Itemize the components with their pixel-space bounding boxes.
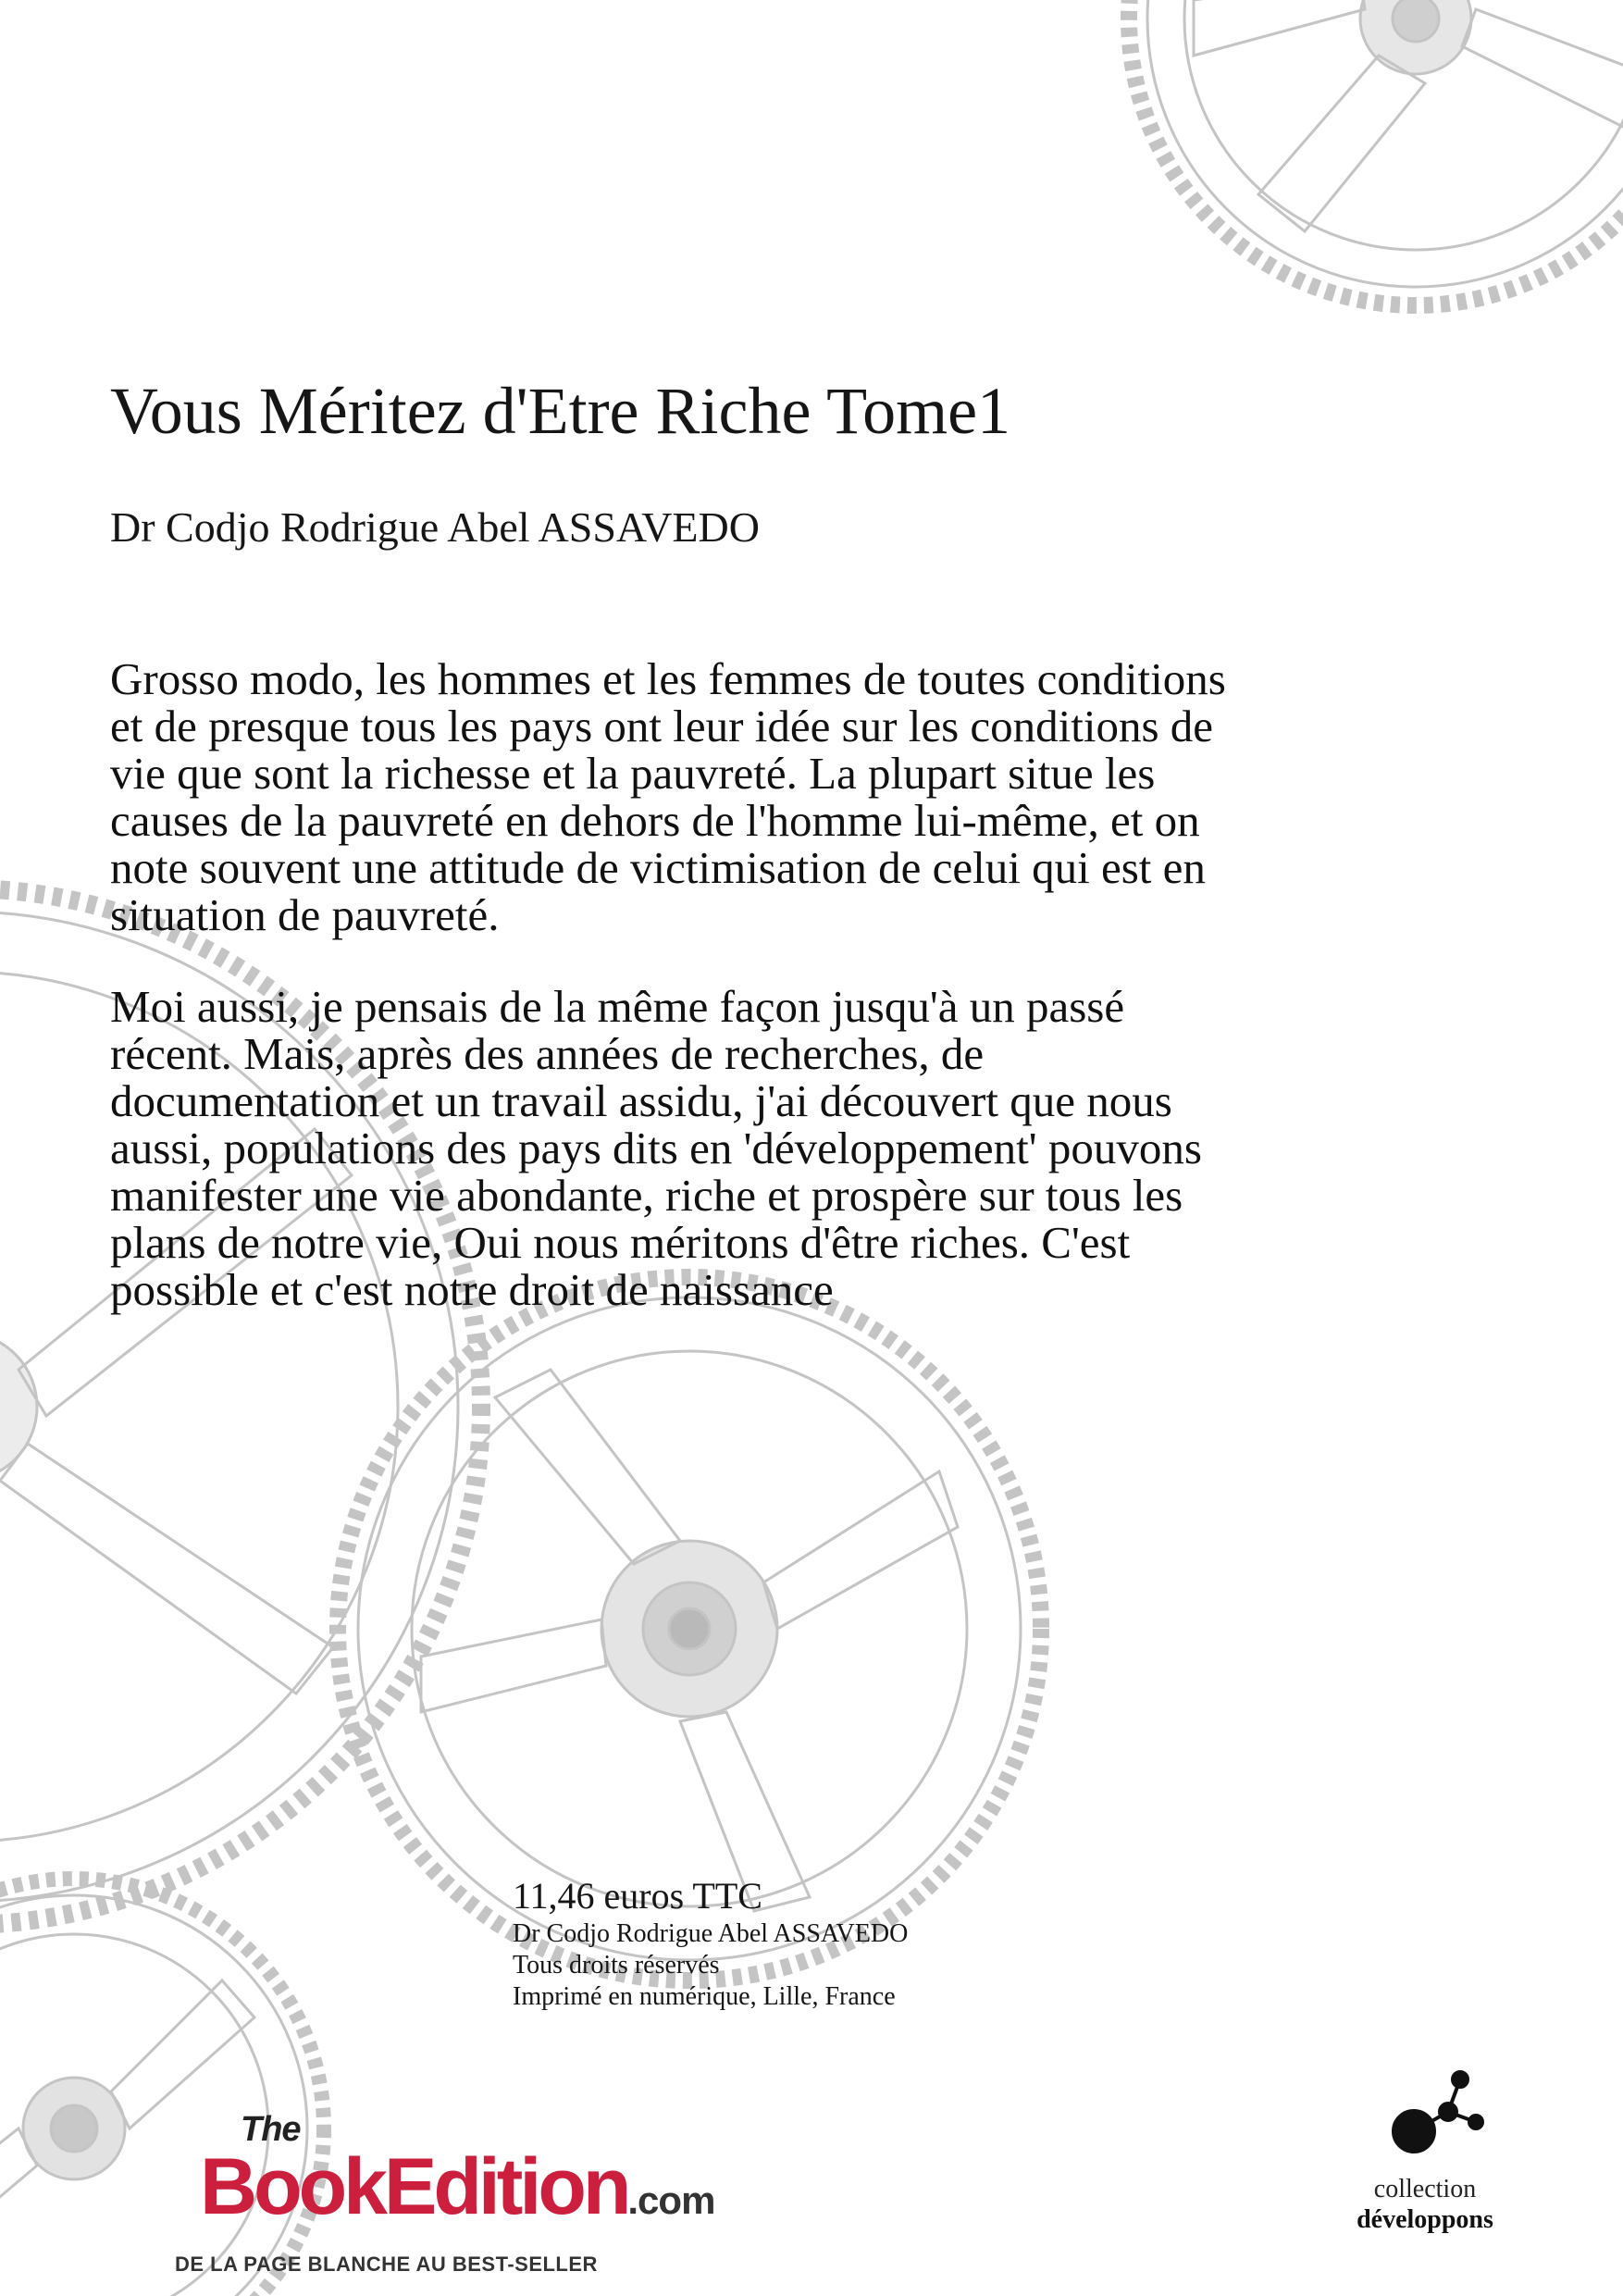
blurb-paragraph: Moi aussi, je pensais de la même façon jusqu'à un passé récent. Mais, après des années de recherches, de documentation et un travail assidu, j'ai découvert que nous aussi, populations des pays dits en 'développement' pouvons manifester une vie abondante, riche et prospère sur tous les plans de notre vie, Oui nous méritons d'être riches. C'est possible et c'est notre droit de naissance	[110, 981, 1202, 1315]
blurb-paragraph: Grosso modo, les hommes et les femmes de toutes conditions et de presque tous les pays ont leur idée sur les conditions de vie que sont la richesse et la pauvreté. La plupart situe les causes de la pauvreté en dehors de l'homme lui-même, et on note souvent une attitude de victimisation de celui qui est en situation de pauvreté.	[110, 653, 1226, 940]
gear-icon	[1129, 0, 1623, 305]
imprint-author: Dr Codjo Rodrigue Abel ASSAVEDO	[513, 1919, 909, 1948]
imprint-rights: Tous droits réservés	[513, 1951, 720, 1980]
publisher-logo	[111, 2093, 715, 2283]
imprint-printed: Imprimé en numérique, Lille, France	[513, 1982, 896, 2011]
collection-name: développons	[1357, 2205, 1493, 2234]
publisher-name: BookEdition	[200, 2142, 628, 2231]
collection-label: collection	[1373, 2175, 1477, 2203]
price: 11,46 euros TTC	[513, 1875, 762, 1917]
imprint-block	[513, 1874, 908, 2013]
back-cover-blurb	[110, 655, 1248, 1358]
publisher-the: The	[241, 2110, 301, 2149]
book-title: Vous Méritez d'Etre Riche Tome1	[110, 374, 1011, 448]
publisher-wordmark	[176, 2110, 715, 2249]
publisher-domain: .com	[627, 2178, 715, 2222]
publisher-tagline: DE LA PAGE BLANCHE AU BEST-SELLER	[175, 2253, 598, 2276]
publisher-name-wrap	[200, 2141, 714, 2233]
molecule-icon	[1379, 2050, 1490, 2161]
book-author: Dr Codjo Rodrigue Abel ASSAVEDO	[110, 503, 760, 551]
